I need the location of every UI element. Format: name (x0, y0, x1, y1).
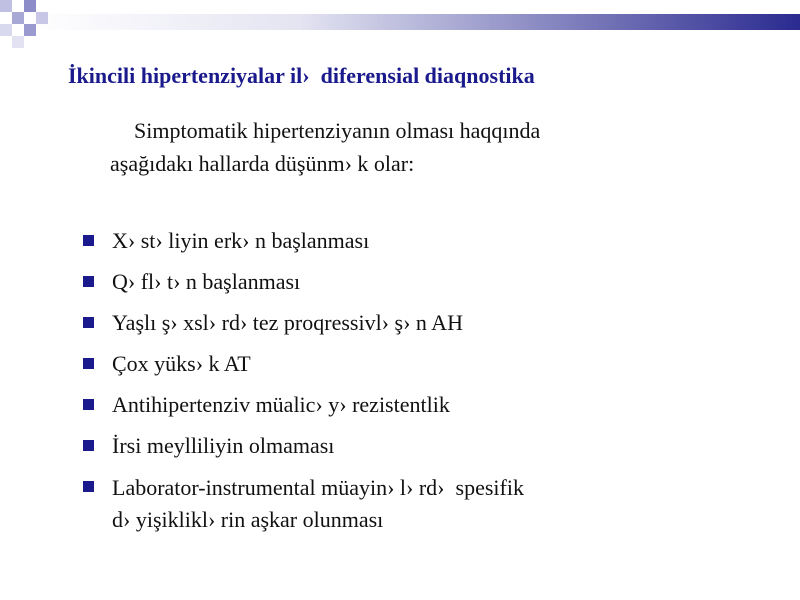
list-item-text: Çox yüks› k AT (112, 351, 251, 376)
list-item (80, 349, 760, 379)
list-item (80, 308, 760, 338)
square-bullet-icon (83, 399, 94, 410)
square-bullet-icon (83, 358, 94, 369)
list-item (80, 267, 760, 297)
header-gradient-band (30, 14, 800, 30)
intro-line-2: aşağıdakı hallarda düşünm› k olar: (110, 151, 415, 176)
bullet-list (80, 226, 760, 547)
list-item-text: Q› fl› t› n başlanması (112, 269, 301, 294)
intro-line-1: Simptomatik hipertenziyanın olması haqqında (134, 118, 541, 143)
list-item (80, 226, 760, 256)
slide-title: İkincili hipertenziyalar il› diferensial diaqnostika (68, 63, 535, 88)
list-item-text: Antihipertenziv müalic› y› rezistentlik (112, 392, 450, 417)
list-item-text: İrsi meylliliyin olmaması (112, 433, 335, 458)
list-item-text: X› st› liyin erk› n başlanması (112, 228, 370, 253)
list-item (80, 472, 760, 536)
square-bullet-icon (83, 276, 94, 287)
list-item (80, 431, 760, 461)
intro-text (110, 114, 750, 180)
list-item-text: Yaşlı ş› xsl› rd› tez proqressivl› ş› n AH (112, 310, 463, 335)
header-decoration (0, 0, 800, 60)
list-item-text-line-2: d› yişiklikl› rin aşkar olunması (112, 507, 384, 532)
square-bullet-icon (83, 235, 94, 246)
square-bullet-icon (83, 440, 94, 451)
checker-squares (0, 0, 48, 48)
square-bullet-icon (83, 317, 94, 328)
square-bullet-icon (83, 481, 94, 492)
list-item (80, 390, 760, 420)
list-item-text-line-1: Laborator-instrumental müayin› l› rd› spesifik (112, 475, 524, 500)
